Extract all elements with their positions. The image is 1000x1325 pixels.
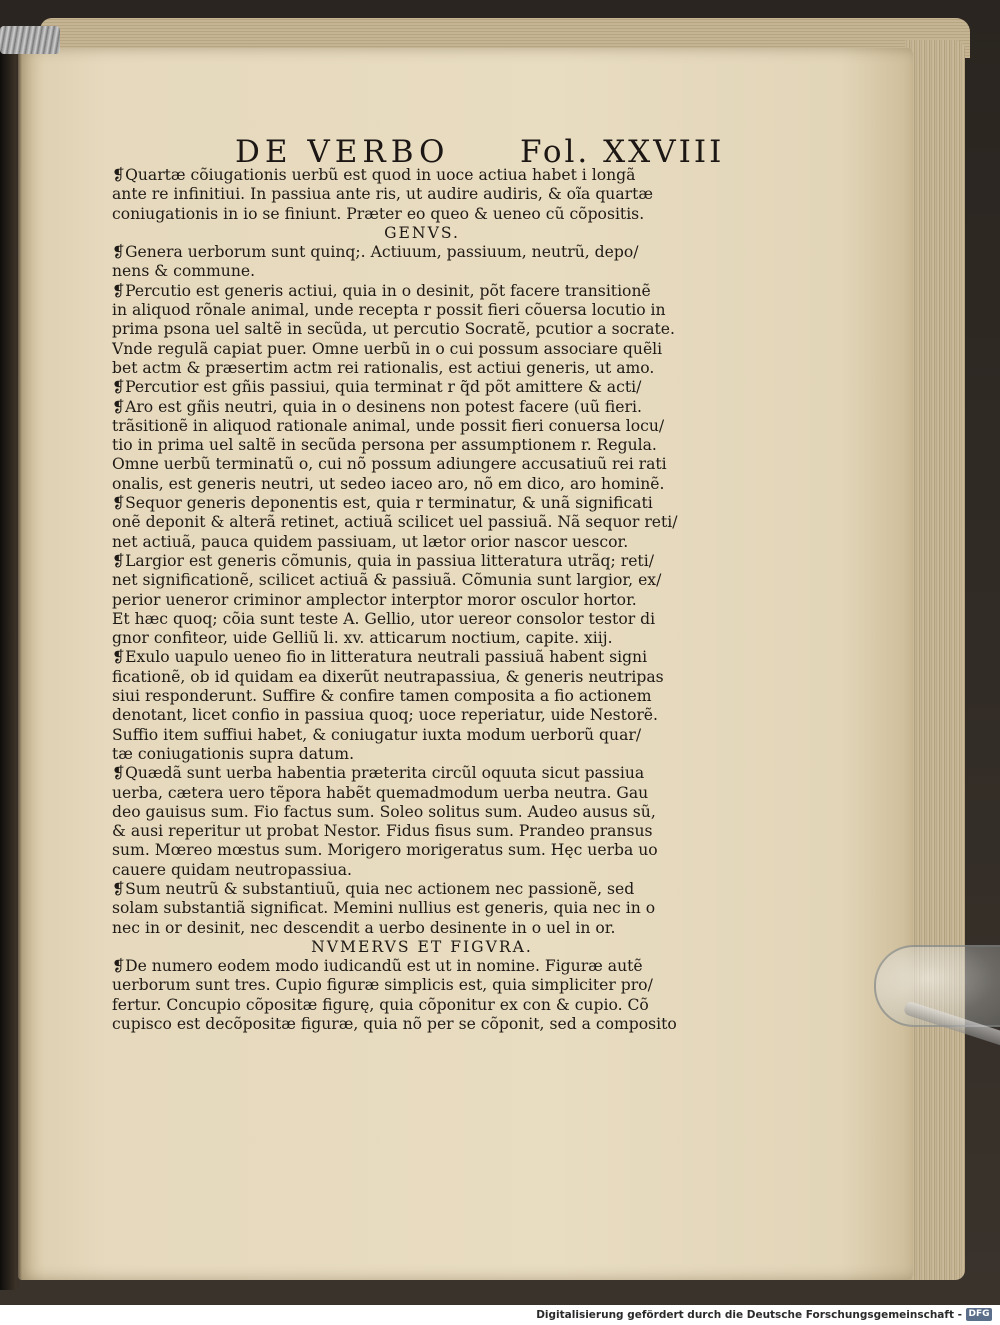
text-line: prima psona uel saltẽ in secũda, ut percutio Socratẽ, pcutior a socrate. [112, 320, 675, 339]
text-line: denotant, licet confio in passiua quoq; uoce reperiatur, uide Nestorẽ. [112, 706, 658, 725]
body-text [112, 166, 732, 1034]
text-line: siui responderunt. Suffire & confire tamen composita a fio actionem [112, 687, 652, 706]
text-line: ❡Percutior est gñis passiui, quia terminat r q̃d põt amittere & acti/ [112, 378, 642, 397]
text-line: sum. Mœreo mœstus sum. Morigero morigeratus sum. Hęc uerba uo [112, 841, 658, 860]
text-line: ❡Percutio est generis actiui, quia in o desinit, põt facere transitionẽ [112, 281, 651, 300]
text-line: cupisco est decõpositæ figuræ, quia nõ per se cõponit, sed a composito [112, 1015, 677, 1034]
text-line: ❡De numero eodem modo iudicandũ est ut in nomine. Figuræ autẽ [112, 957, 643, 976]
running-title: DE VERBO [235, 134, 450, 170]
text-line: coniugationis in io se finiunt. Præter eo queo & ueneo cũ cõpositis. [112, 204, 645, 223]
text-line: ❡Quartæ cõiugationis uerbũ est quod in uoce actiua habet i longã [112, 166, 636, 184]
digitization-credit: Digitalisierung gefördert durch die Deutsche Forschungsgemeinschaft - [536, 1309, 962, 1321]
text-line: & ausi reperitur ut probat Nestor. Fidus fisus sum. Prandeo pransus [112, 822, 653, 841]
text-line: ficationẽ, ob id quidam ea dixerũt neutrapassiua, & generis neutripas [112, 667, 664, 686]
text-line: gnor confiteor, uide Gelliũ li. xv. atticarum noctium, capite. xiij. [112, 629, 613, 648]
text-line: ❡Quædã sunt uerba habentia præterita circũl oquuta sicut passiua [112, 764, 645, 783]
text-line: in aliquod rõnale animal, unde recepta r possit fieri cõuersa locutio in [112, 301, 666, 320]
text-line: cauere quidam neutropassiua. [112, 860, 352, 879]
text-line: uerba, cætera uero tẽpora habẽt quemadmodum uerba neutra. Gau [112, 783, 649, 802]
text-line: ❡Sum neutrũ & substantiuũ, quia nec actionem nec passionẽ, sed [112, 879, 635, 898]
text-line: Vnde regulã capiat puer. Omne uerbũ in o cui possum associare quẽli [112, 339, 663, 358]
text-line: ❡Largior est generis cõmunis, quia in passiua litteratura utrãq; reti/ [112, 551, 654, 570]
text-line: uerborum sunt tres. Cupio figuræ simplicis est, quia simpliciter pro/ [112, 976, 653, 995]
text-line: Et hæc quoq; cõia sunt teste A. Gellio, utor uereor consolor testor di [112, 609, 656, 628]
section-heading: GENVS. [384, 223, 460, 242]
binding-gutter [0, 50, 22, 1290]
text-line: ❡Sequor generis deponentis est, quia r terminatur, & unã significati [112, 494, 653, 513]
dfg-logo: DFG [966, 1308, 992, 1321]
folio-number: Fol. XXVIII [520, 134, 725, 170]
text-line: fertur. Concupio cõpositæ figurę, quia cõponitur ex con & cupio. Cõ [112, 995, 649, 1014]
text-line: onẽ deponit & alterã retinet, actiuã scilicet uel passiuã. Nã sequor reti/ [112, 513, 678, 532]
text-line: trãsitionẽ in aliquod rationale animal, unde possit fieri conuersa locu/ [112, 416, 665, 435]
text-line: Suffio item suffiui habet, & coniugatur iuxta modum uerborũ quar/ [112, 725, 642, 744]
text-line: perior ueneror criminor amplector interptor moror osculor hortor. [112, 590, 637, 609]
text-line: Omne uerbũ terminatũ o, cui nõ possum adiungere accusatiuũ rei rati [112, 455, 667, 474]
text-line: ante re infinitiui. In passiua ante ris, ut audire audiris, & oĩa quartæ [112, 185, 654, 204]
text-line: nens & commune. [112, 262, 256, 281]
text-line: deo gauisus sum. Fio factus sum. Soleo solitus sum. Audeo ausus sũ, [112, 802, 656, 821]
page-stack-edge [905, 40, 965, 1280]
text-line: ❡Aro est gñis neutri, quia in o desinens non potest facere (uũ fieri. [112, 397, 642, 416]
text-line: solam substantiã significat. Memini nullius est generis, quia nec in o [112, 899, 656, 918]
text-line: tæ coniugationis supra datum. [112, 744, 355, 763]
text-line: nec in or desinit, nec descendit a uerbo desinente in o uel in or. [112, 918, 616, 937]
text-line: bet actm & præsertim actm rei rationalis, est actiui generis, ut amo. [112, 358, 655, 377]
text-line: ❡Genera uerborum sunt quinq;. Actiuum, passiuum, neutrũ, depo/ [112, 243, 639, 262]
text-line: tio in prima uel saltẽ in secũda persona per assumptionem r. Regula. [112, 436, 657, 455]
bookmark-ribbon [0, 26, 60, 54]
text-line: onalis, est generis neutri, ut sedeo iaceo aro, nõ em dico, aro hominẽ. [112, 474, 665, 493]
section-heading: NVMERVS ET FIGVRA. [311, 937, 533, 956]
text-line: ❡Exulo uapulo ueneo fio in litteratura neutrali passiuã habent signi [112, 648, 648, 667]
text-line: net significationẽ, scilicet actiuã & passiuã. Cõmunia sunt largior, ex/ [112, 571, 662, 590]
text-line: net actiuã, pauca quidem passiuam, ut lætor orior nascor uescor. [112, 532, 629, 551]
